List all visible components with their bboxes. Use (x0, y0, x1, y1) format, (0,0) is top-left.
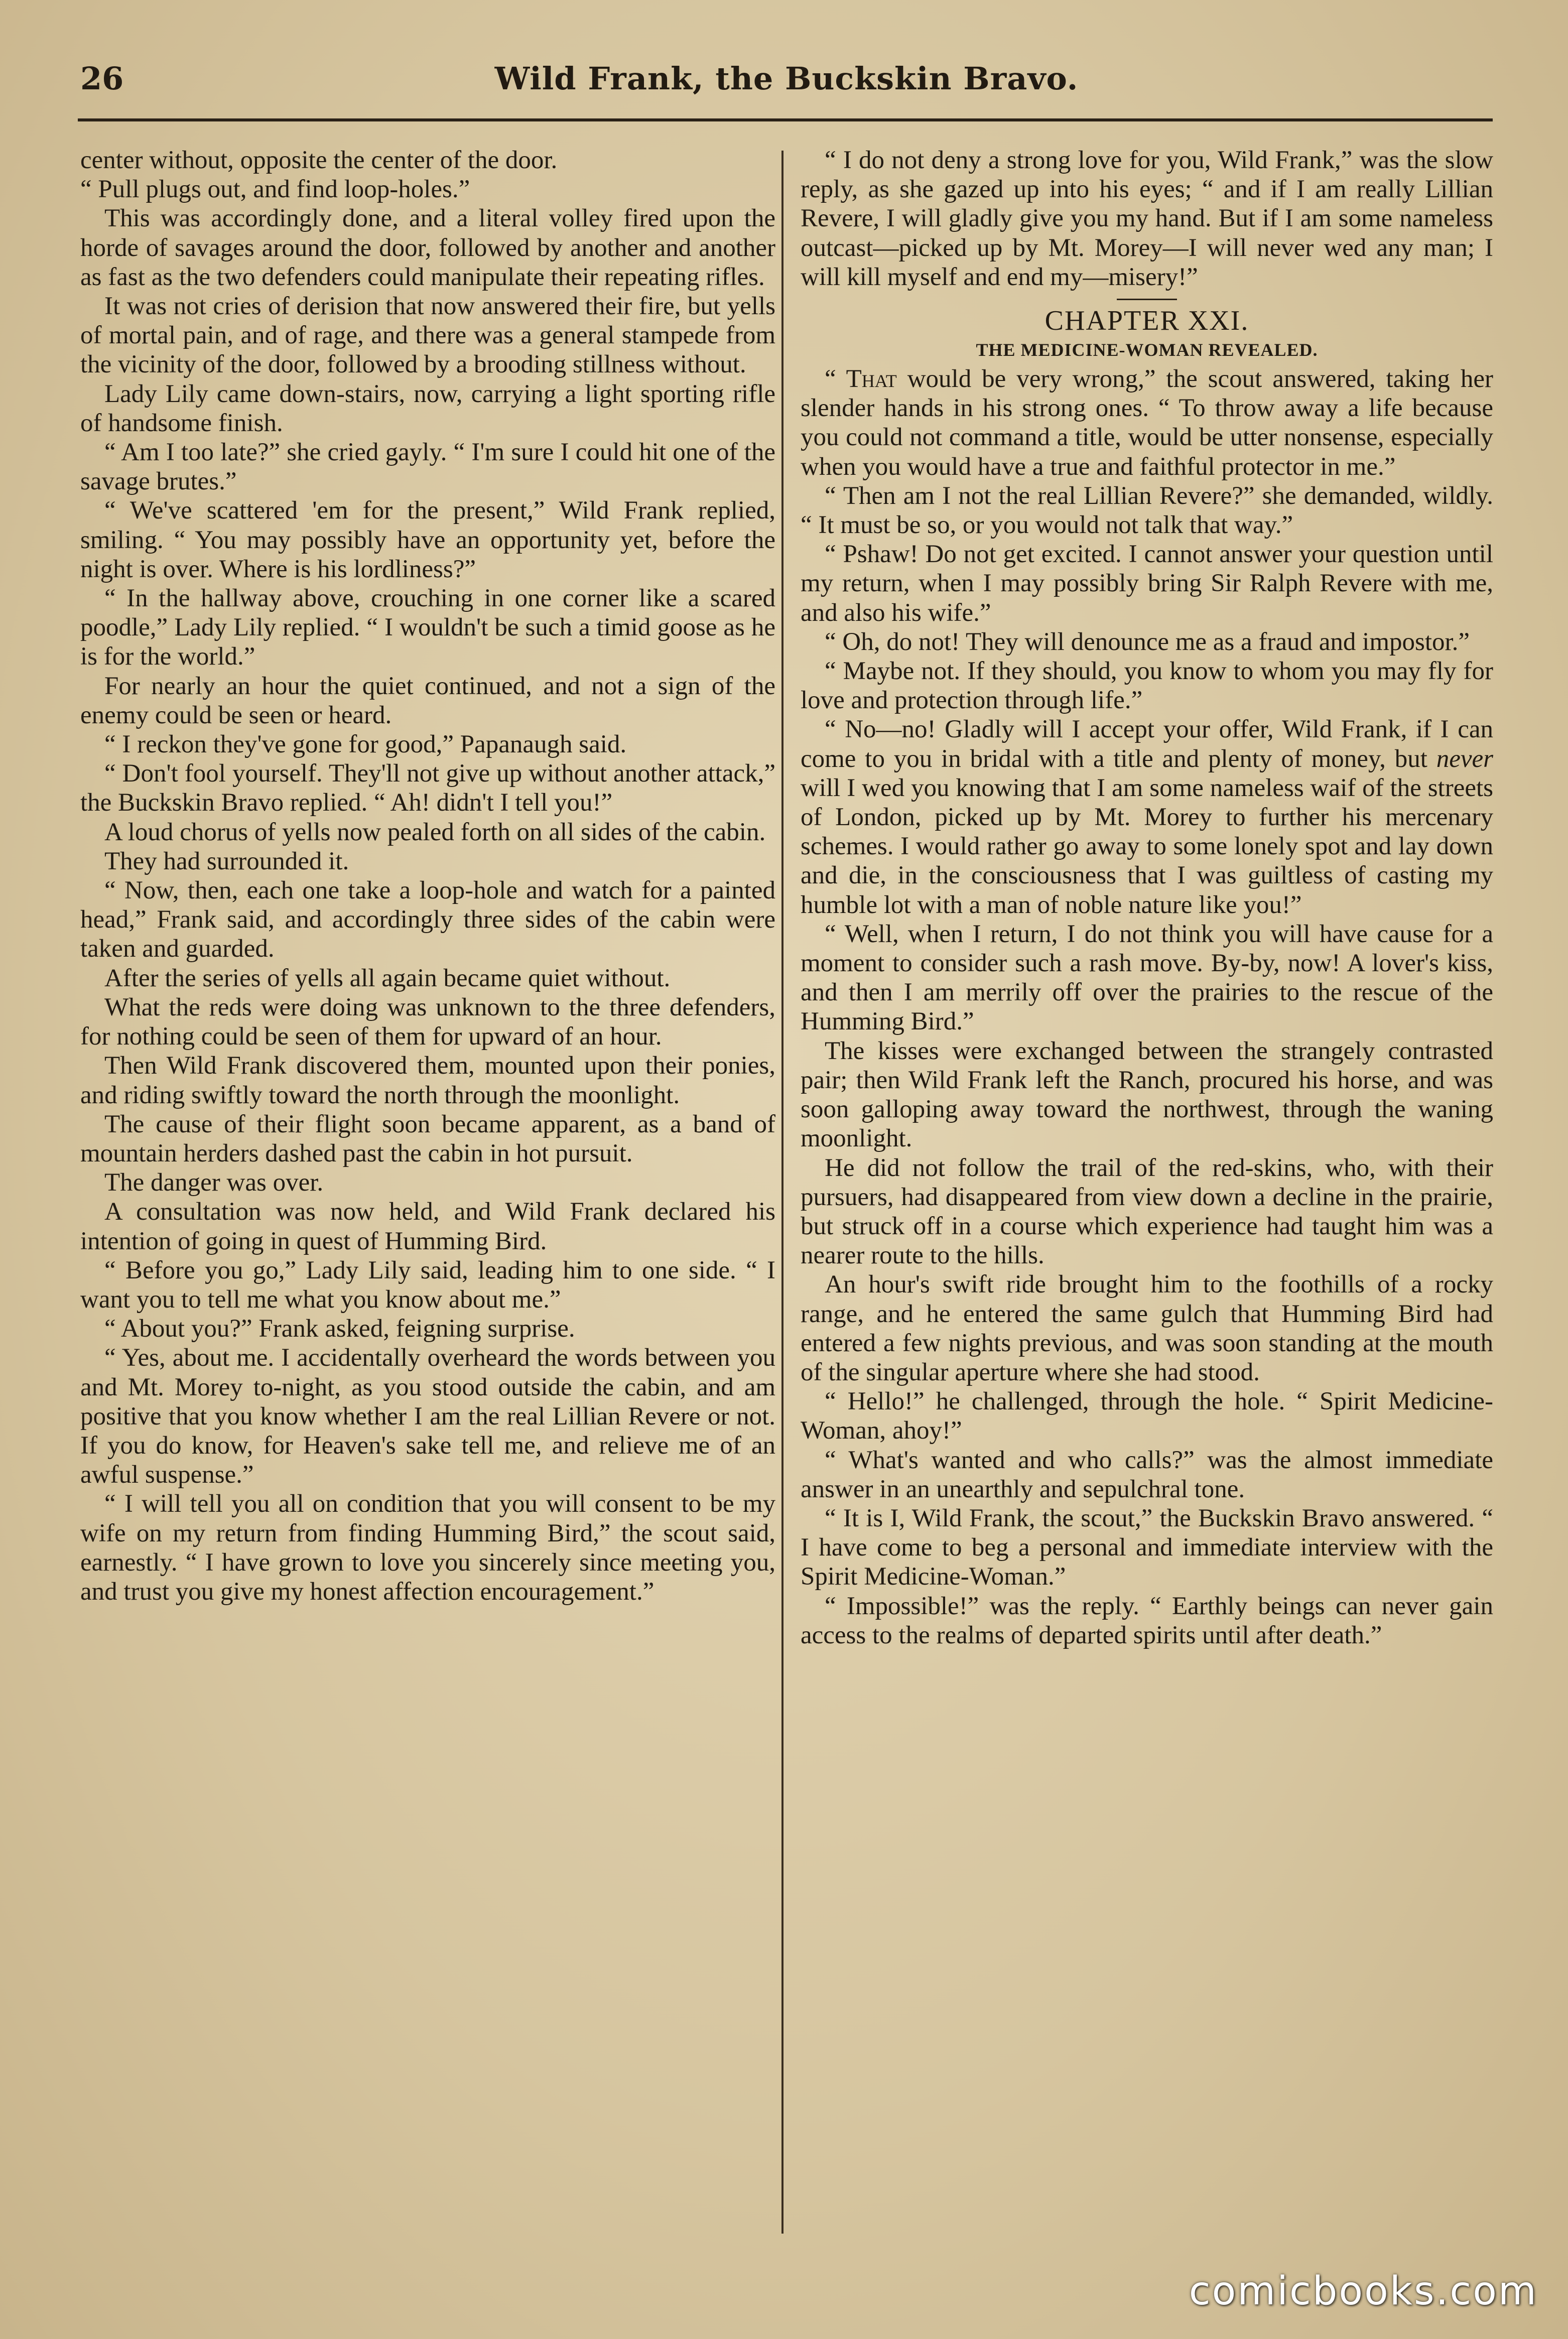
paragraph: Lady Lily came down-stairs, now, carrying a light sporting rifle of handsome finish. (80, 379, 775, 437)
paragraph: What the reds were doing was unknown to the three defenders, for nothing could be seen of them for upward of an hour. (80, 993, 775, 1051)
paragraph (801, 364, 1493, 481)
paragraph: “ In the hallway above, crouching in one corner like a scared poodle,” Lady Lily replied. “ I wouldn't be such a timid goose as he is for the world.” (80, 584, 775, 671)
paragraph: “ Impossible!” was the reply. “ Earthly beings can never gain access to the realms of departed spirits until after death.” (801, 1592, 1493, 1649)
paragraph-text: “ No—no! Gladly will I accept your offer, Wild Frank, if I can come to you in bridal with a title and plenty of money, but (801, 715, 1493, 773)
paragraph: An hour's swift ride brought him to the foothills of a rocky range, and he entered the same gulch that Humming Bird had entered a few nights previous, and was soon standing at the mouth of the singular aperture where she had stood. (801, 1270, 1493, 1386)
paragraph: They had surrounded it. (104, 847, 349, 875)
left-column (80, 146, 775, 1606)
paragraph: “ Pshaw! Do not get excited. I cannot answer your question until my return, when I may possibly bring Sir Ralph Revere with me, and also his wife.” (801, 540, 1493, 627)
running-title: Wild Frank, the Buckskin Bravo. (494, 60, 1079, 97)
paragraph: A loud chorus of yells now pealed forth on all sides of the cabin. (104, 818, 766, 846)
paragraph: “ Pull plugs out, and find loop-holes.” (80, 175, 470, 204)
paragraph: “ Don't fool yourself. They'll not give up without another attack,” the Buckskin Bravo replied. “ Ah! didn't I tell you!” (80, 759, 775, 817)
header-rule (78, 118, 1493, 121)
paragraph: He did not follow the trail of the red-skins, who, with their pursuers, had disappeared from view down a decline in the prairie, but struck off in a course which experience had taught him was a nearer route to the hills. (801, 1153, 1493, 1270)
paragraph: A consultation was now held, and Wild Frank declared his intention of going in quest of Humming Bird. (80, 1198, 775, 1255)
paragraph: The kisses were exchanged between the strangely contrasted pair; then Wild Frank left the Ranch, procured his horse, and was soon galloping away toward the northwest, through the waning moonlight. (801, 1036, 1493, 1153)
paragraph: “ I will tell you all on condition that you will consent to be my wife on my return from finding Humming Bird,” the scout said, earnestly. “ I have grown to love you sincerely since meeting you, and trust you give my honest affection encouragement.” (80, 1490, 775, 1606)
paragraph: It was not cries of derision that now answered their fire, but yells of mortal pain, and of rage, and there was a general stampede from the vicinity of the door, followed by a brooding stillness without. (80, 292, 775, 379)
paragraph-text: will I wed you knowing that I am some nameless waif of the streets of London, picked up by Mt. Morey to further his mercenary schemes. I would rather go away to some lonely spot and lay down and die, in the consciousness that I was guiltless of casting my humble lot with a man of noble nature like you!” (801, 773, 1493, 919)
paragraph: Then Wild Frank discovered them, mounted upon their ponies, and riding swiftly toward the north through the moonlight. (80, 1052, 775, 1109)
paragraph: center without, opposite the center of the door. (80, 146, 558, 174)
paragraph: “ Maybe not. If they should, you know to whom you may fly for love and protection through life.” (801, 657, 1493, 715)
right-column-after-a (801, 481, 1493, 715)
paragraph: “ Then am I not the real Lillian Revere?” she demanded, wildly. “ It must be so, or you would not talk that way.” (801, 481, 1493, 540)
column-divider (781, 151, 783, 2234)
page-header (80, 55, 1493, 110)
chapter-title: CHAPTER XXI. (1044, 305, 1249, 337)
paragraph: “ What's wanted and who calls?” was the almost immediate answer in an unearthly and sepulchral tone. (801, 1446, 1493, 1503)
paragraph: “ About you?” Frank asked, feigning surprise. (104, 1315, 575, 1343)
paragraph: The cause of their flight soon became apparent, as a band of mountain herders dashed past the cabin in hot pursuit. (80, 1110, 775, 1167)
paragraph: This was accordingly done, and a literal volley fired upon the horde of savages around the door, followed by another and another as fast as the two defenders could manipulate their repeating rifles. (80, 204, 775, 291)
paragraph (801, 715, 1493, 919)
paragraph: For nearly an hour the quiet continued, and not a sign of the enemy could be seen or heard. (80, 672, 775, 729)
paragraph: The danger was over. (104, 1168, 324, 1197)
paragraph: “ Am I too late?” she cried gayly. “ I'm sure I could hit one of the savage brutes.” (80, 438, 775, 496)
paragraph: “ We've scattered 'em for the present,” Wild Frank replied, smiling. “ You may possibly have an opportunity yet, before the night is over. Where is his lordliness?” (80, 496, 775, 583)
right-column-after-b (801, 920, 1493, 1650)
paragraph: “ I do not deny a strong love for you, Wild Frank,” was the slow reply, as she gazed up into his eyes; “ and if I am really Lillian Revere, I will gladly give you my hand. But if I am some nameless outcast—picked up by Mt. Morey—I will never wed any man; I will kill myself and end my—misery!” (801, 146, 1493, 291)
paragraph: “ Yes, about me. I accidentally overheard the words between you and Mt. Morey to-night, as you stood outside the cabin, and am positive that you know whether I am the real Lillian Revere or not. If you do know, for Heaven's sake tell me, and relieve me of an awful suspense.” (80, 1344, 775, 1489)
chapter-lead-words: “ That (825, 365, 897, 394)
chapter-rule (1117, 299, 1177, 300)
paragraph: “ Oh, do not! They will denounce me as a fraud and impostor.” (825, 627, 1470, 656)
paragraph: “ Hello!” he challenged, through the hole. “ Spirit Medicine-Woman, ahoy!” (801, 1387, 1493, 1445)
paragraph: After the series of yells all again became quiet without. (104, 964, 671, 992)
paragraph: “ Now, then, each one take a loop-hole and watch for a painted head,” Frank said, and accordingly three sides of the cabin were taken and guarded. (80, 876, 775, 963)
right-column (801, 146, 1493, 1650)
emphasis-text: never (1436, 744, 1493, 773)
page-number: 26 (80, 60, 124, 97)
chapter-first-text: would be very wrong,” the scout answered, taking her slender hands in his strong ones. “ To throw away a life because you could not command a title, would be utter nonsense, especially when you would have a true and faithful protector in me.” (801, 365, 1493, 481)
paragraph: “ Well, when I return, I do not think you will have cause for a moment to consider such a rash move. By-by, now! A lover's kiss, and then I am merrily off over the prairies to the rescue of the Humming Bird.” (801, 920, 1493, 1036)
watermark: comicbooks.com (1189, 2269, 1538, 2314)
chapter-subtitle: THE MEDICINE-WOMAN REVEALED. (976, 340, 1318, 360)
right-column-before (801, 146, 1493, 292)
paragraph: “ Before you go,” Lady Lily said, leading him to one side. “ I want you to tell me what you know about me.” (80, 1256, 775, 1314)
paragraph: “ I reckon they've gone for good,” Papanaugh said. (104, 730, 627, 759)
paragraph: “ It is I, Wild Frank, the scout,” the Buckskin Bravo answered. “ I have come to beg a personal and immediate interview with the Spirit Medicine-Woman.” (801, 1504, 1493, 1591)
